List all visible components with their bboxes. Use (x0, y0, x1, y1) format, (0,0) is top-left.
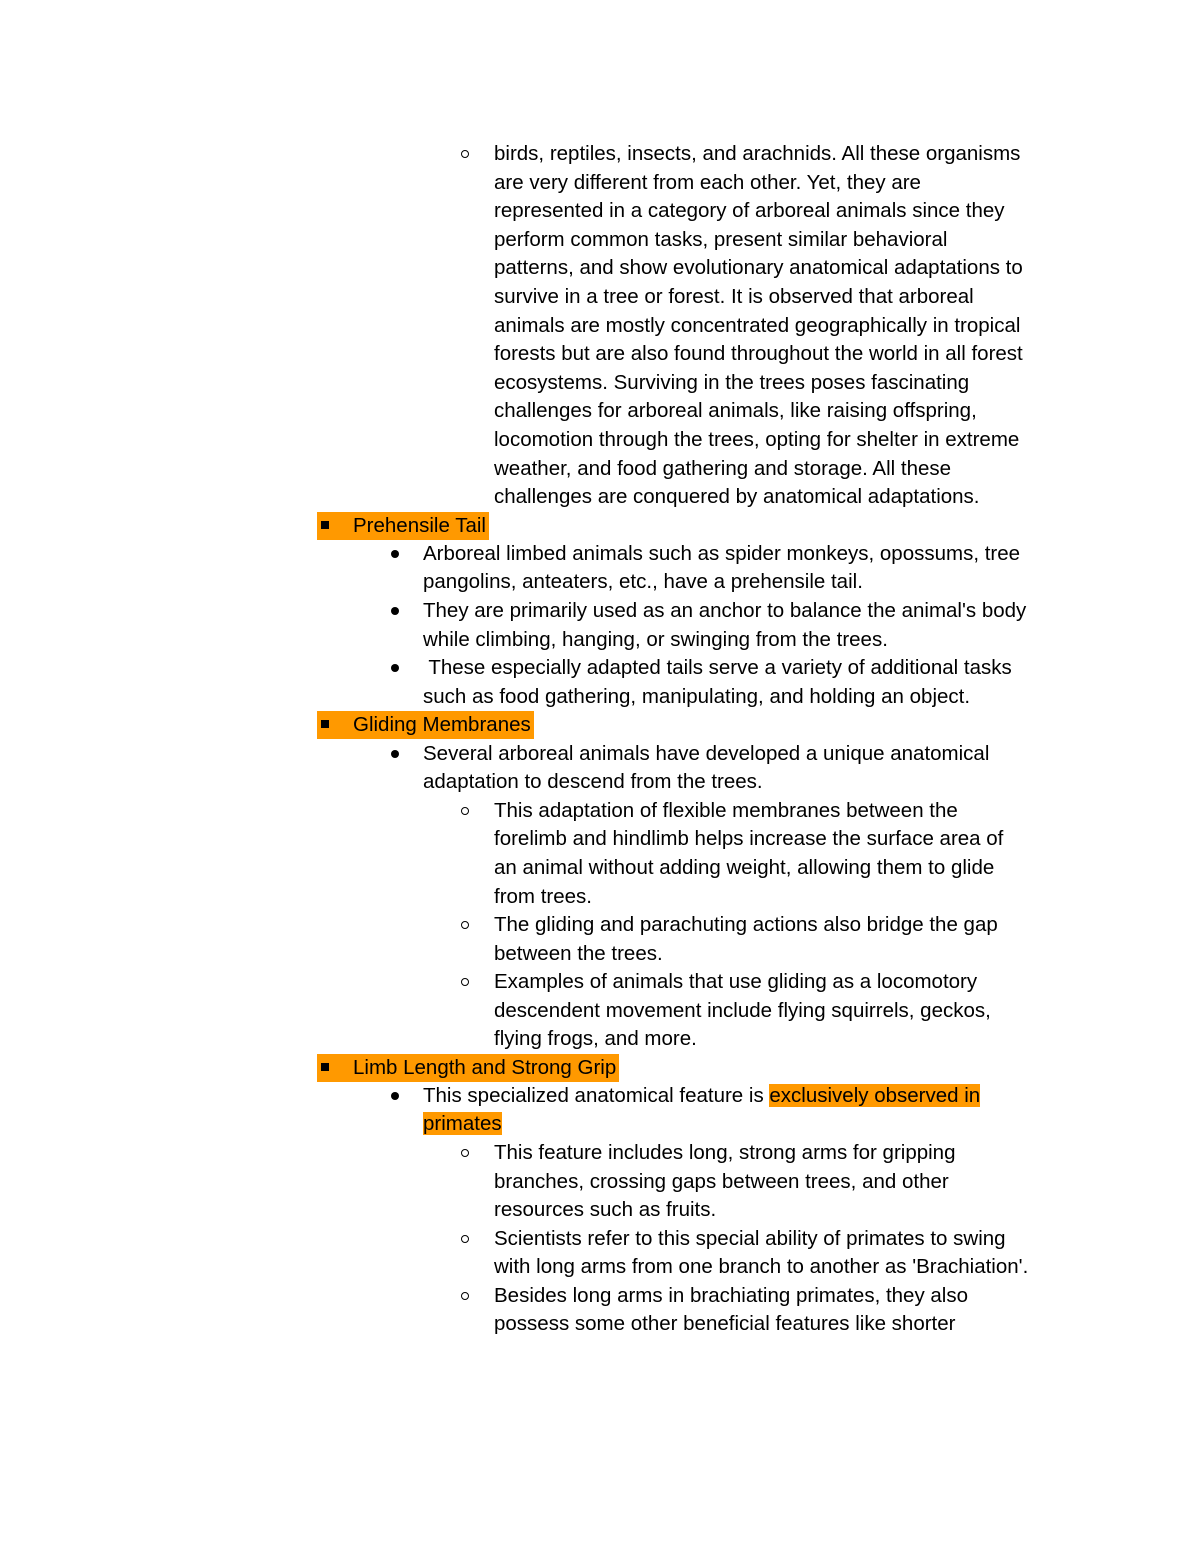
text-line: Several arboreal animals have developed a unique anatomical (423, 742, 990, 765)
square-bullet-icon (321, 521, 329, 529)
text-line: Examples of animals that use gliding as a locomotory (494, 970, 978, 993)
circle-bullet-icon (461, 150, 469, 158)
disc-bullet-icon (391, 664, 399, 672)
text-line: forests but are also found throughout the world in all forest (494, 342, 1023, 365)
highlighted-text: exclusively observed in (769, 1084, 981, 1107)
text-line: These especially adapted tails serve a variety of additional tasks (423, 656, 1012, 679)
text-line: flying frogs, and more. (494, 1027, 697, 1050)
text-line: pangolins, anteaters, etc., have a prehensile tail. (423, 570, 863, 593)
text-line: ecosystems. Surviving in the trees poses fascinating (494, 371, 970, 394)
disc-bullet-icon (391, 1092, 399, 1100)
section-heading-prehensile-tail (317, 512, 489, 540)
text-line: The gliding and parachuting actions also bridge the gap (494, 913, 998, 936)
text-line: Scientists refer to this special ability of primates to swing (494, 1227, 1006, 1250)
text-line: descendent movement include flying squirrels, geckos, (494, 999, 991, 1022)
circle-bullet-icon (461, 807, 469, 815)
text-line: locomotion through the trees, opting for shelter in extreme (494, 428, 1020, 451)
text-line: They are primarily used as an anchor to balance the animal's body (423, 599, 1027, 622)
text-line: resources such as fruits. (494, 1198, 717, 1221)
text-line: patterns, and show evolutionary anatomical adaptations to (494, 256, 1023, 279)
text-plain: This specialized anatomical feature is (423, 1084, 770, 1107)
text-line: challenges for arboreal animals, like raising offspring, (494, 399, 977, 422)
square-bullet-icon (321, 1063, 329, 1071)
disc-bullet-icon (391, 550, 399, 558)
text-line: forelimb and hindlimb helps increase the surface area of (494, 827, 1004, 850)
text-line: between the trees. (494, 942, 663, 965)
text-line: possess some other beneficial features like shorter (494, 1312, 956, 1335)
section-heading-gliding-membranes (317, 711, 534, 739)
section-heading-label: Limb Length and Strong Grip (353, 1056, 617, 1079)
disc-bullet-icon (391, 607, 399, 615)
text-line: such as food gathering, manipulating, and holding an object. (423, 685, 971, 708)
text-line: Arboreal limbed animals such as spider monkeys, opossums, tree (423, 542, 1021, 565)
text-line: animals are mostly concentrated geographically in tropical (494, 314, 1021, 337)
text-line (423, 1110, 502, 1139)
text-line: survive in a tree or forest. It is observed that arboreal (494, 285, 974, 308)
square-bullet-icon (321, 720, 329, 728)
circle-bullet-icon (461, 921, 469, 929)
text-line: are very different from each other. Yet, they are (494, 171, 921, 194)
section-heading-label: Prehensile Tail (353, 514, 486, 537)
circle-bullet-icon (461, 1149, 469, 1157)
highlighted-text: primates (423, 1112, 502, 1135)
text-line: an animal without adding weight, allowing them to glide (494, 856, 995, 879)
section-heading-limb-length (317, 1054, 619, 1082)
disc-bullet-icon (391, 750, 399, 758)
circle-bullet-icon (461, 1235, 469, 1243)
text-line: adaptation to descend from the trees. (423, 770, 763, 793)
text-line: from trees. (494, 885, 592, 908)
text-line: This adaptation of flexible membranes between the (494, 799, 958, 822)
text-line: challenges are conquered by anatomical adaptations. (494, 485, 980, 508)
text-line: represented in a category of arboreal animals since they (494, 199, 1005, 222)
circle-bullet-icon (461, 978, 469, 986)
text-line: Besides long arms in brachiating primates, they also (494, 1284, 969, 1307)
text-line: while climbing, hanging, or swinging from the trees. (423, 628, 888, 651)
text-line: This feature includes long, strong arms for gripping (494, 1141, 956, 1164)
text-line: branches, crossing gaps between trees, and other (494, 1170, 949, 1193)
text-line: weather, and food gathering and storage. All these (494, 457, 952, 480)
text-line: with long arms from one branch to another as 'Brachiation'. (494, 1255, 1029, 1278)
text-line (423, 1082, 980, 1111)
section-heading-label: Gliding Membranes (353, 713, 531, 736)
text-line: perform common tasks, present similar behavioral (494, 228, 948, 251)
circle-bullet-icon (461, 1292, 469, 1300)
text-line: birds, reptiles, insects, and arachnids. All these organisms (494, 142, 1021, 165)
